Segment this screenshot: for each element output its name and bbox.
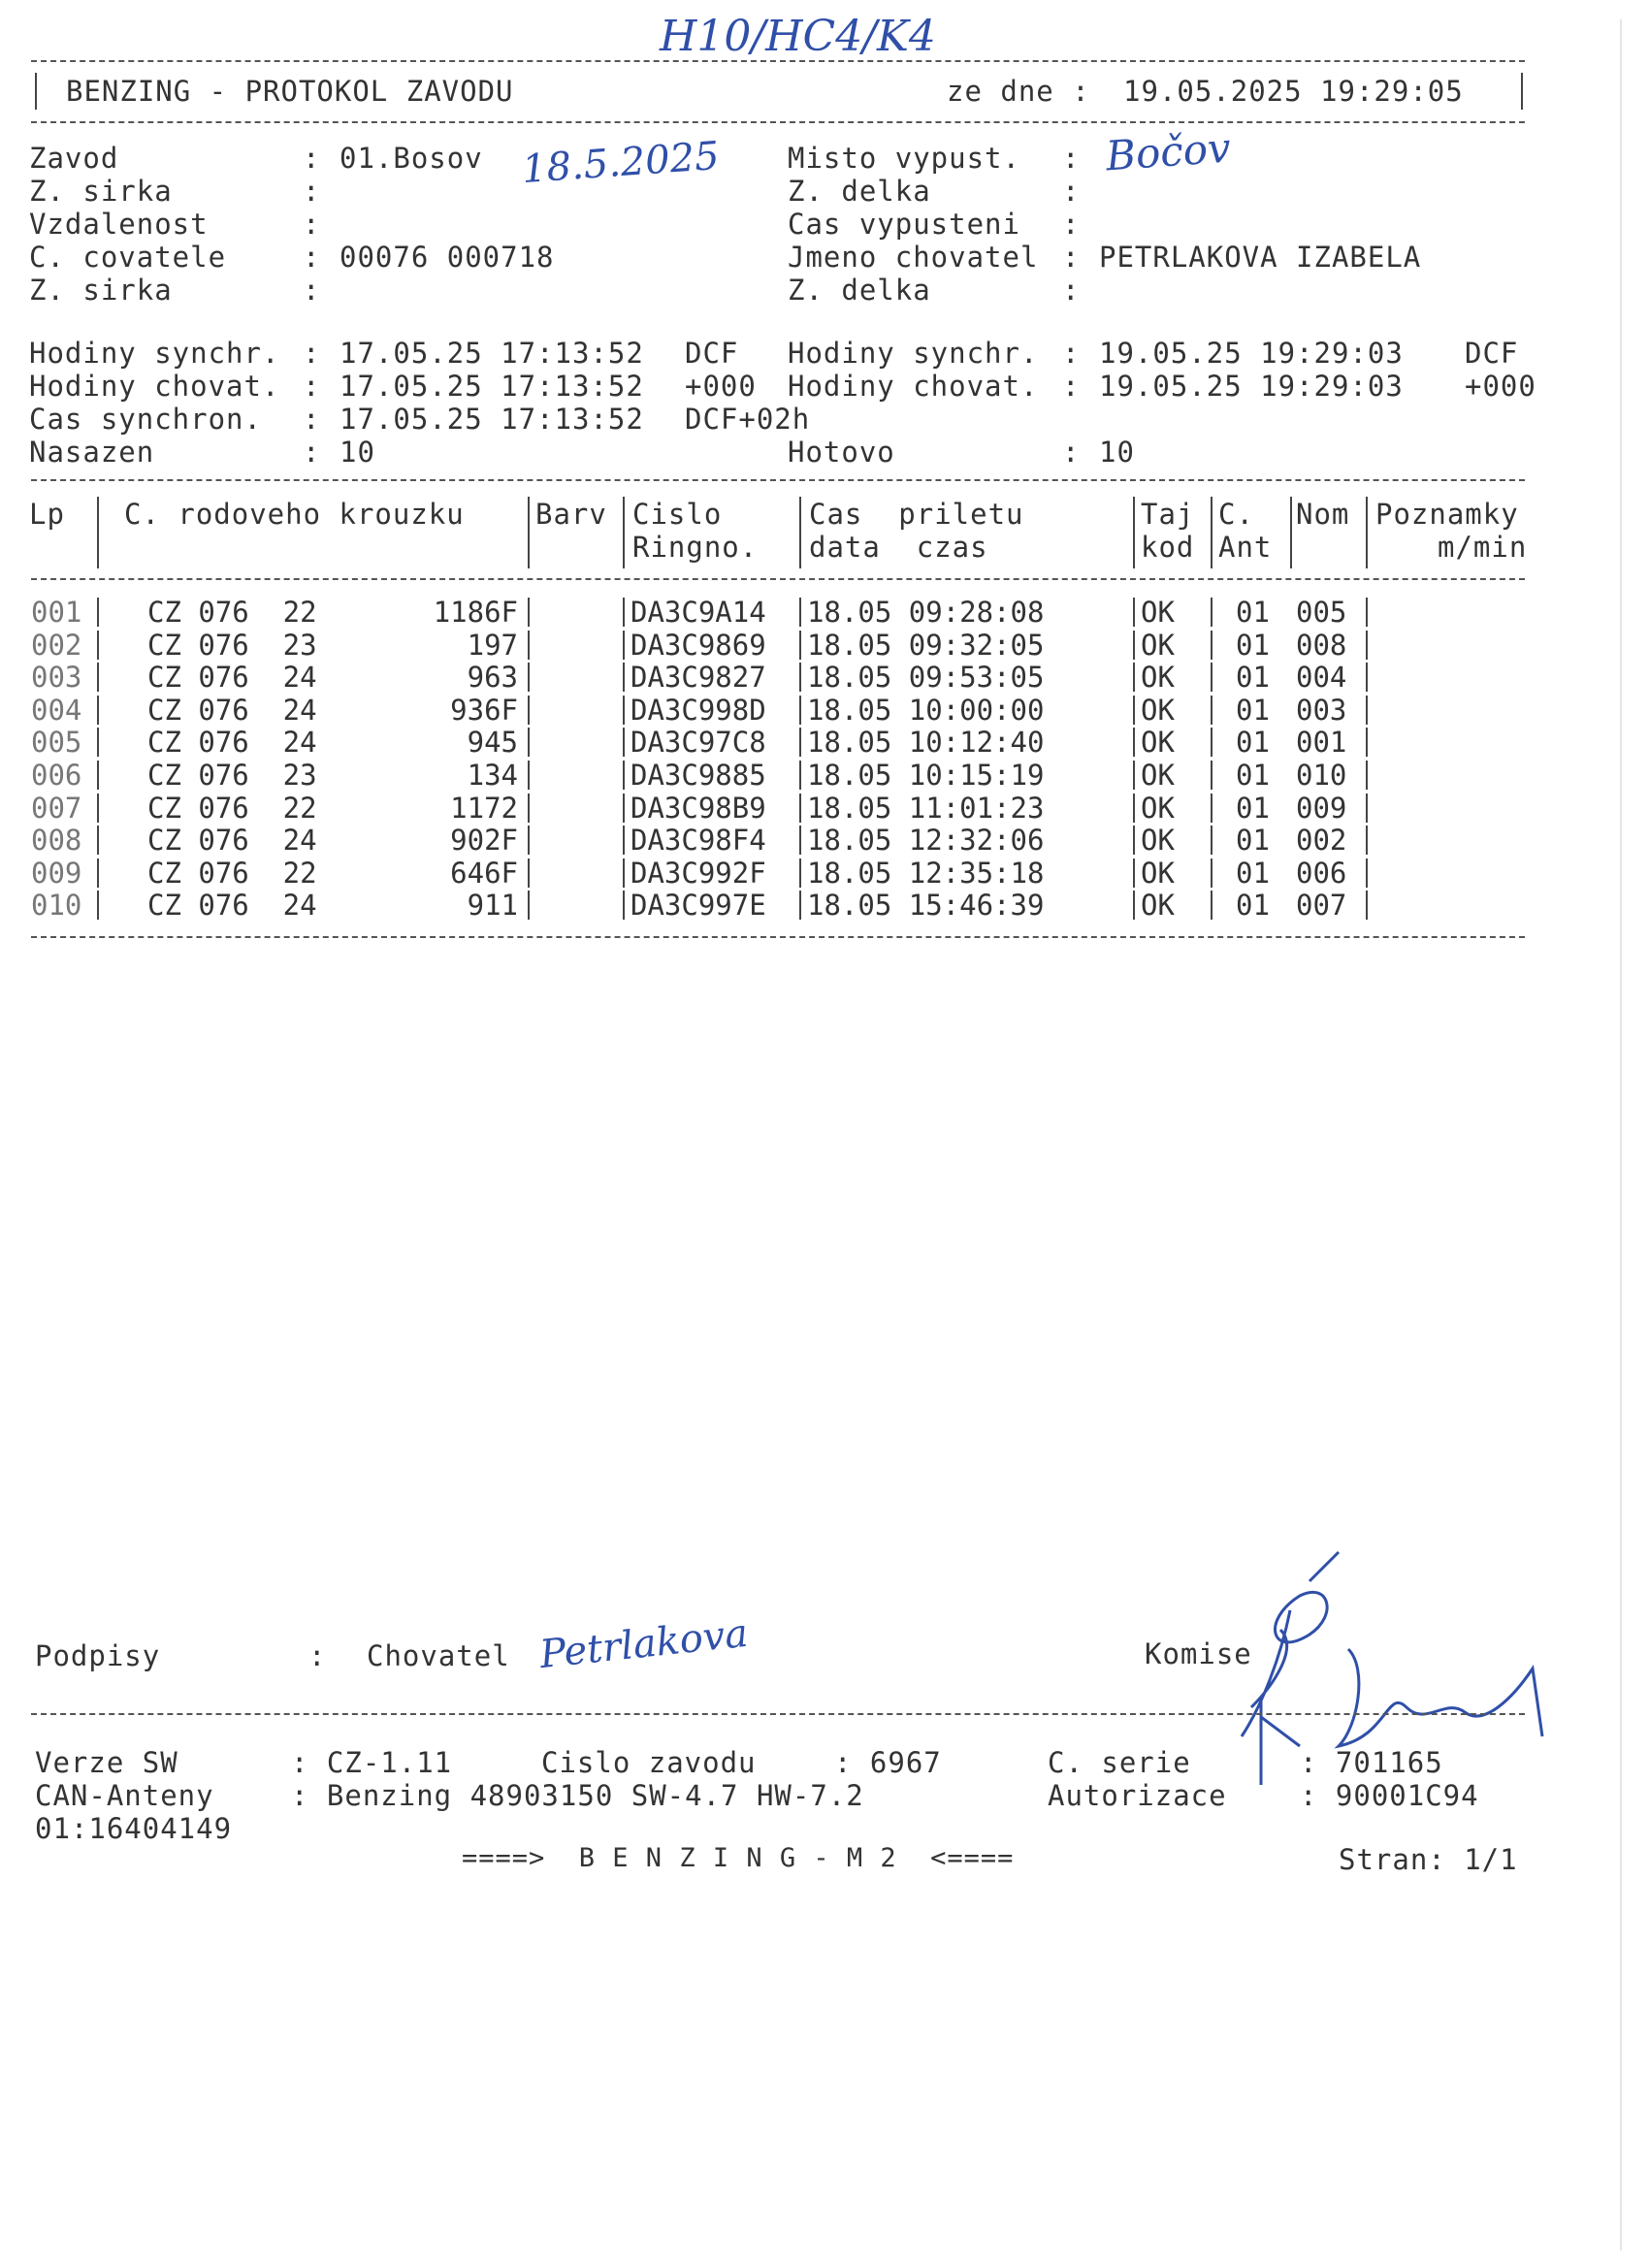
table-row [0, 857, 1552, 890]
divider [31, 121, 1525, 123]
row-column-separator [528, 891, 530, 920]
row-nom: 007 [1296, 889, 1347, 922]
row-column-separator [799, 696, 801, 725]
clock-label: Hodiny chovat. [788, 370, 1039, 403]
row-status: OK [1141, 889, 1175, 922]
row-column-separator [97, 598, 99, 627]
clock-value: 17.05.25 17:13:52 [340, 370, 644, 403]
serial-value: : 701165 [1300, 1746, 1443, 1779]
antenna-id: 01:16404149 [35, 1812, 233, 1845]
header-ringno: Ringno. [632, 531, 759, 564]
header-column-separator [623, 497, 625, 568]
row-column-separator [799, 826, 801, 855]
race-number-label: Cislo zavodu [541, 1746, 757, 1779]
clock-label: Hodiny synchr. [788, 337, 1039, 370]
row-status: OK [1141, 596, 1175, 629]
row-antenna: 01 [1236, 694, 1270, 727]
device-banner: ====> B E N Z I N G - M 2 <==== [462, 1843, 1015, 1873]
table-row [0, 596, 1552, 629]
row-ring-number: 902F [450, 824, 518, 857]
row-status: OK [1141, 726, 1175, 759]
row-column-separator [97, 826, 99, 855]
row-lp: 005 [31, 726, 82, 759]
clock-value: 10 [1099, 436, 1135, 469]
header-column-separator [1211, 497, 1212, 568]
clock-label: Nasazen [29, 436, 155, 469]
row-column-separator [1366, 761, 1368, 790]
row-status: OK [1141, 759, 1175, 792]
table-row [0, 792, 1552, 825]
row-ring: CZ 076 23 [147, 629, 317, 662]
row-nom: 005 [1296, 596, 1347, 629]
race-number-value: : 6967 [834, 1746, 942, 1779]
row-ring: CZ 076 22 [147, 792, 317, 825]
row-arrival-time: 18.05 09:28:08 [807, 596, 1045, 629]
row-column-separator [1366, 826, 1368, 855]
info-value: 01.Bosov [340, 142, 483, 175]
scan-edge [1620, 19, 1622, 2251]
row-arrival-time: 18.05 10:15:19 [807, 759, 1045, 792]
row-column-separator [799, 598, 801, 627]
row-column-separator [1211, 728, 1212, 757]
row-column-separator [623, 826, 625, 855]
row-column-separator [1133, 859, 1135, 888]
row-column-separator [1133, 598, 1135, 627]
divider [31, 60, 1525, 62]
clock-extra: +000 [1465, 370, 1536, 403]
row-ring-number: 1186F [433, 596, 518, 629]
header-poznamky: Poznamky [1375, 498, 1519, 531]
row-status: OK [1141, 694, 1175, 727]
row-nom: 001 [1296, 726, 1347, 759]
header-nom: Nom [1296, 498, 1350, 531]
row-column-separator [97, 761, 99, 790]
row-column-separator [1133, 761, 1135, 790]
row-lp: 003 [31, 661, 82, 694]
row-column-separator [1211, 663, 1212, 692]
row-ring-number: 1172 [450, 792, 518, 825]
row-ring: CZ 076 24 [147, 889, 317, 922]
row-column-separator [1366, 891, 1368, 920]
header-column-separator [1366, 497, 1368, 568]
row-ringno: DA3C9A14 [630, 596, 766, 629]
header-lp: Lp [29, 498, 65, 531]
row-arrival-time: 18.05 10:12:40 [807, 726, 1045, 759]
row-antenna: 01 [1236, 661, 1270, 694]
clock-colon: : [1062, 337, 1081, 370]
row-column-separator [528, 761, 530, 790]
info-label: Z. delka [788, 175, 931, 208]
row-ring: CZ 076 22 [147, 596, 317, 629]
header-date-label: ze dne : [947, 75, 1109, 108]
row-column-separator [97, 891, 99, 920]
row-column-separator [1211, 794, 1212, 823]
info-colon: : [303, 175, 321, 208]
breeder-signature: Petrlakova [537, 1610, 751, 1678]
row-nom: 004 [1296, 661, 1347, 694]
row-status: OK [1141, 661, 1175, 694]
info-label: Cas vypusteni [788, 208, 1020, 241]
authorization-value: : 90001C94 [1300, 1779, 1479, 1812]
header-column-separator [799, 497, 801, 568]
row-column-separator [528, 663, 530, 692]
row-column-separator [1211, 631, 1212, 660]
row-ringno: DA3C9885 [630, 759, 766, 792]
row-column-separator [528, 728, 530, 757]
row-ring: CZ 076 24 [147, 824, 317, 857]
row-column-separator [799, 891, 801, 920]
header-kod: kod [1141, 531, 1195, 564]
row-column-separator [528, 794, 530, 823]
row-nom: 003 [1296, 694, 1347, 727]
table-row [0, 629, 1552, 662]
row-column-separator [799, 859, 801, 888]
clock-colon: : [1062, 436, 1081, 469]
clock-colon: : [1062, 370, 1081, 403]
row-column-separator [528, 859, 530, 888]
header-ant: Ant [1218, 531, 1273, 564]
table-row [0, 694, 1552, 727]
divider [31, 1713, 1525, 1715]
row-column-separator [1211, 761, 1212, 790]
info-label: Z. sirka [29, 175, 173, 208]
row-column-separator [1133, 663, 1135, 692]
row-ring-number: 134 [467, 759, 518, 792]
clock-extra: +000 [685, 370, 757, 403]
software-version-value: : CZ-1.11 [291, 1746, 453, 1779]
table-row [0, 824, 1552, 857]
row-arrival-time: 18.05 09:32:05 [807, 629, 1045, 662]
clock-value: 10 [340, 436, 375, 469]
row-status: OK [1141, 792, 1175, 825]
row-column-separator [1366, 794, 1368, 823]
info-colon: : [1062, 142, 1081, 175]
authorization-label: Autorizace [1048, 1779, 1227, 1812]
header-date-value: 19.05.2025 19:29:05 [1123, 75, 1464, 108]
row-ring: CZ 076 23 [147, 759, 317, 792]
table-row [0, 661, 1552, 694]
clock-colon: : [303, 403, 321, 436]
row-column-separator [1211, 598, 1212, 627]
row-ring-number: 945 [467, 726, 518, 759]
row-arrival-time: 18.05 09:53:05 [807, 661, 1045, 694]
document-title: BENZING - PROTOKOL ZAVODU [66, 75, 514, 108]
clock-value: 17.05.25 17:13:52 [340, 337, 644, 370]
software-version-label: Verze SW [35, 1746, 178, 1779]
row-lp: 009 [31, 857, 82, 890]
row-status: OK [1141, 629, 1175, 662]
row-lp: 006 [31, 759, 82, 792]
row-antenna: 01 [1236, 857, 1270, 890]
row-ring: CZ 076 24 [147, 694, 317, 727]
row-arrival-time: 18.05 15:46:39 [807, 889, 1045, 922]
row-ringno: DA3C98F4 [630, 824, 766, 857]
info-colon: : [1062, 208, 1081, 241]
row-ring: CZ 076 24 [147, 661, 317, 694]
row-column-separator [97, 794, 99, 823]
clock-colon: : [303, 370, 321, 403]
divider [31, 479, 1525, 481]
row-ring: CZ 076 24 [147, 726, 317, 759]
info-label: Misto vypust. [788, 142, 1020, 175]
header-left-border [35, 73, 37, 110]
clock-value: 19.05.25 19:29:03 [1099, 370, 1404, 403]
header-cislo: Cislo [632, 498, 723, 531]
row-column-separator [1366, 598, 1368, 627]
row-ring: CZ 076 22 [147, 857, 317, 890]
row-column-separator [1366, 859, 1368, 888]
row-column-separator [623, 859, 625, 888]
row-column-separator [1133, 794, 1135, 823]
row-column-separator [97, 696, 99, 725]
header-m-min: m/min [1438, 531, 1528, 564]
info-colon: : [303, 241, 321, 274]
table-row [0, 759, 1552, 792]
info-value: PETRLAKOVA IZABELA [1099, 241, 1422, 274]
divider [31, 578, 1525, 580]
row-column-separator [623, 761, 625, 790]
header-column-separator [97, 497, 99, 568]
row-ring-number: 197 [467, 629, 518, 662]
row-column-separator [1211, 696, 1212, 725]
row-column-separator [1366, 631, 1368, 660]
row-arrival-time: 18.05 12:32:06 [807, 824, 1045, 857]
row-column-separator [1133, 696, 1135, 725]
row-antenna: 01 [1236, 629, 1270, 662]
row-column-separator [623, 631, 625, 660]
row-column-separator [528, 826, 530, 855]
row-nom: 010 [1296, 759, 1347, 792]
info-colon: : [1062, 175, 1081, 208]
row-nom: 009 [1296, 792, 1347, 825]
header-taj: Taj [1141, 498, 1195, 531]
row-ring-number: 646F [450, 857, 518, 890]
row-lp: 004 [31, 694, 82, 727]
info-colon: : [303, 142, 321, 175]
clock-colon: : [303, 337, 321, 370]
clock-label: Cas synchron. [29, 403, 262, 436]
row-column-separator [1133, 728, 1135, 757]
header-column-separator [1290, 497, 1292, 568]
info-label: C. covatele [29, 241, 227, 274]
row-antenna: 01 [1236, 792, 1270, 825]
table-row [0, 889, 1552, 922]
row-column-separator [1211, 859, 1212, 888]
info-colon: : [303, 208, 321, 241]
row-column-separator [623, 728, 625, 757]
row-column-separator [623, 794, 625, 823]
row-ringno: DA3C992F [630, 857, 766, 890]
row-column-separator [1133, 631, 1135, 660]
row-column-separator [97, 728, 99, 757]
clock-value: 17.05.25 17:13:52 [340, 403, 644, 436]
info-label: Z. delka [788, 274, 931, 307]
header-cas: Cas priletu [809, 498, 1024, 531]
row-arrival-time: 18.05 10:00:00 [807, 694, 1045, 727]
row-column-separator [1211, 826, 1212, 855]
row-nom: 008 [1296, 629, 1347, 662]
info-label: Zavod [29, 142, 119, 175]
row-column-separator [623, 598, 625, 627]
signatures-colon: : [308, 1639, 327, 1672]
row-arrival-time: 18.05 12:35:18 [807, 857, 1045, 890]
row-lp: 010 [31, 889, 82, 922]
row-column-separator [528, 598, 530, 627]
header-data-czas: data czas [809, 531, 988, 564]
header-barv: Barv [535, 498, 607, 531]
row-antenna: 01 [1236, 726, 1270, 759]
row-column-separator [623, 891, 625, 920]
info-colon: : [303, 274, 321, 307]
row-column-separator [528, 696, 530, 725]
row-column-separator [97, 859, 99, 888]
row-nom: 002 [1296, 824, 1347, 857]
row-column-separator [1211, 891, 1212, 920]
handwritten-top-code: H10/HC4/K4 [660, 12, 936, 61]
clock-value: 19.05.25 19:29:03 [1099, 337, 1404, 370]
row-column-separator [528, 631, 530, 660]
row-lp: 008 [31, 824, 82, 857]
row-ringno: DA3C9869 [630, 629, 766, 662]
row-column-separator [799, 761, 801, 790]
info-colon: : [1062, 241, 1081, 274]
row-ringno: DA3C997E [630, 889, 766, 922]
info-label: Vzdalenost [29, 208, 209, 241]
can-antenna-label: CAN-Anteny [35, 1779, 214, 1812]
row-ringno: DA3C998D [630, 694, 766, 727]
row-ringno: DA3C9827 [630, 661, 766, 694]
row-lp: 002 [31, 629, 82, 662]
clock-colon: : [303, 436, 321, 469]
row-column-separator [799, 728, 801, 757]
page-number: Stran: 1/1 [1339, 1843, 1518, 1876]
row-column-separator [1133, 891, 1135, 920]
handwritten-date: 18.5.2025 [520, 133, 721, 193]
header-right-border [1521, 73, 1523, 110]
header-c: C. [1218, 498, 1254, 531]
row-column-separator [97, 631, 99, 660]
row-column-separator [1366, 663, 1368, 692]
info-colon: : [1062, 274, 1081, 307]
row-status: OK [1141, 857, 1175, 890]
breeder-label: Chovatel [367, 1639, 510, 1672]
handwritten-place: Bočov [1104, 123, 1233, 180]
commission-label: Komise [1145, 1637, 1252, 1670]
row-nom: 006 [1296, 857, 1347, 890]
table-row [0, 726, 1552, 759]
row-column-separator [623, 663, 625, 692]
can-antenna-value: : Benzing 48903150 SW-4.7 HW-7.2 [291, 1779, 864, 1812]
clock-extra: DCF [685, 337, 739, 370]
row-antenna: 01 [1236, 824, 1270, 857]
row-status: OK [1141, 824, 1175, 857]
signatures-label: Podpisy [35, 1639, 161, 1672]
row-ring-number: 936F [450, 694, 518, 727]
row-ring-number: 911 [467, 889, 518, 922]
row-ring-number: 963 [467, 661, 518, 694]
row-ringno: DA3C98B9 [630, 792, 766, 825]
row-column-separator [799, 631, 801, 660]
row-lp: 001 [31, 596, 82, 629]
divider [31, 936, 1525, 938]
row-antenna: 01 [1236, 759, 1270, 792]
header-column-separator [1133, 497, 1135, 568]
serial-label: C. serie [1048, 1746, 1191, 1779]
row-ringno: DA3C97C8 [630, 726, 766, 759]
row-column-separator [1133, 826, 1135, 855]
clock-label: Hotovo [788, 436, 895, 469]
clock-extra: DCF+02h [685, 403, 811, 436]
info-label: Z. sirka [29, 274, 173, 307]
clock-extra: DCF [1465, 337, 1519, 370]
clock-label: Hodiny chovat. [29, 370, 280, 403]
row-column-separator [97, 663, 99, 692]
clock-label: Hodiny synchr. [29, 337, 280, 370]
row-column-separator [1366, 696, 1368, 725]
info-value: 00076 000718 [340, 241, 555, 274]
info-label: Jmeno chovatel [788, 241, 1039, 274]
row-antenna: 01 [1236, 596, 1270, 629]
header-ring: C. rodoveho krouzku [124, 498, 465, 531]
row-column-separator [799, 794, 801, 823]
row-lp: 007 [31, 792, 82, 825]
row-arrival-time: 18.05 11:01:23 [807, 792, 1045, 825]
row-column-separator [1366, 728, 1368, 757]
row-column-separator [799, 663, 801, 692]
row-antenna: 01 [1236, 889, 1270, 922]
row-column-separator [623, 696, 625, 725]
header-column-separator [528, 497, 530, 568]
